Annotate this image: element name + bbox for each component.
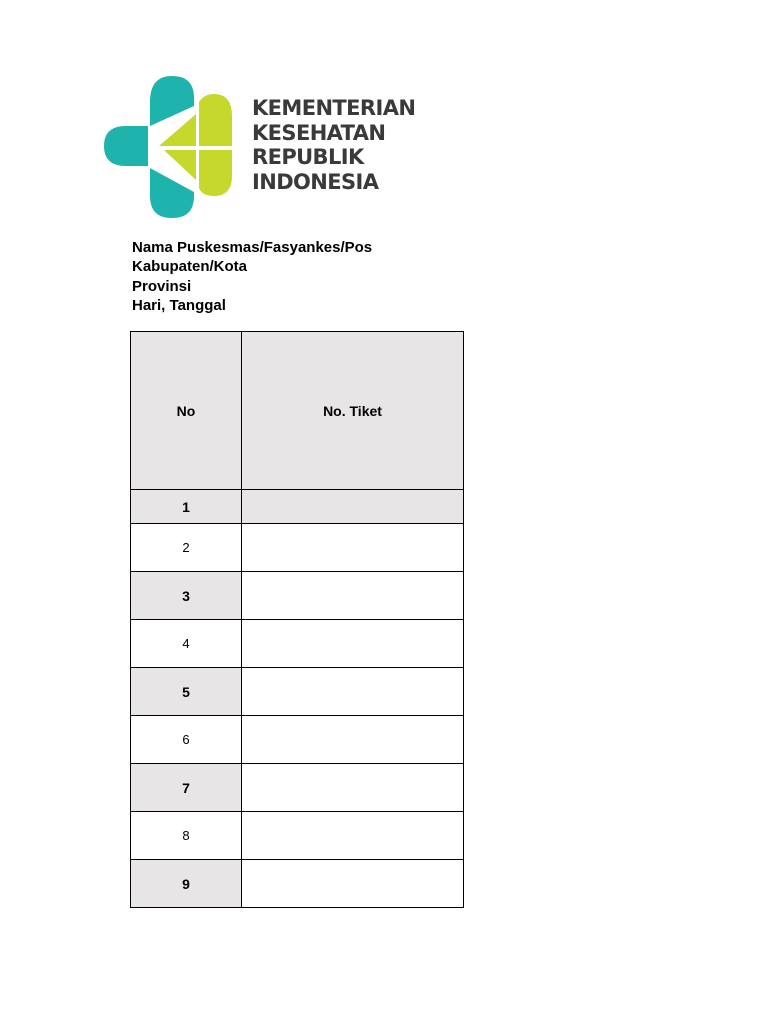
ministry-name-line-1: KEMENTERIAN — [252, 96, 416, 120]
ministry-name-line-4: INDONESIA — [252, 169, 379, 194]
ticket-cell[interactable] — [242, 490, 464, 524]
ticket-table — [130, 331, 464, 908]
ticket-cell[interactable] — [242, 572, 464, 620]
form-info-block — [132, 238, 372, 315]
table-header-row — [131, 332, 464, 490]
logo-teal-left-petal — [104, 126, 148, 166]
table-row — [131, 764, 464, 812]
row-number: 2 — [131, 524, 242, 572]
table-row — [131, 524, 464, 572]
row-number: 5 — [131, 668, 242, 716]
kabupaten-label: Kabupaten/Kota — [132, 258, 248, 276]
tanggal-label: Hari, Tanggal — [132, 296, 226, 314]
row-number: 8 — [131, 812, 242, 860]
table-row — [131, 668, 464, 716]
row-number: 3 — [131, 572, 242, 620]
logo-lime-lower-petal — [164, 150, 196, 180]
table-row — [131, 860, 464, 908]
logo-lime-bottom-petal — [199, 150, 232, 196]
row-number: 9 — [131, 860, 242, 908]
ticket-cell[interactable] — [242, 764, 464, 812]
ticket-cell[interactable] — [242, 716, 464, 764]
row-number: 1 — [131, 490, 242, 524]
column-header-tiket: No. Tiket — [242, 332, 464, 490]
ministry-name-line-3: REPUBLIK — [252, 145, 364, 169]
row-number: 6 — [131, 716, 242, 764]
kemenkes-emblem-icon — [104, 76, 234, 218]
provinsi-label: Provinsi — [132, 277, 192, 295]
table-row — [131, 490, 464, 524]
table-row — [131, 716, 464, 764]
puskesmas-label: Nama Puskesmas/Fasyankes/Pos — [132, 239, 373, 256]
row-number: 4 — [131, 620, 242, 668]
logo-teal-top-petal — [150, 76, 194, 126]
kemenkes-logo-mark — [104, 76, 234, 218]
table-row — [131, 812, 464, 860]
column-header-no: No — [131, 332, 242, 490]
ministry-name-line-2: KESEHATAN — [252, 120, 386, 145]
logo-teal-bottom-petal — [150, 168, 194, 218]
ticket-cell[interactable] — [242, 524, 464, 572]
ticket-cell[interactable] — [242, 620, 464, 668]
ticket-cell[interactable] — [242, 812, 464, 860]
row-number: 7 — [131, 764, 242, 812]
ministry-name — [252, 96, 415, 194]
ticket-cell[interactable] — [242, 860, 464, 908]
logo-lime-top-petal — [199, 94, 232, 146]
table-row — [131, 620, 464, 668]
table-row — [131, 572, 464, 620]
ticket-cell[interactable] — [242, 668, 464, 716]
